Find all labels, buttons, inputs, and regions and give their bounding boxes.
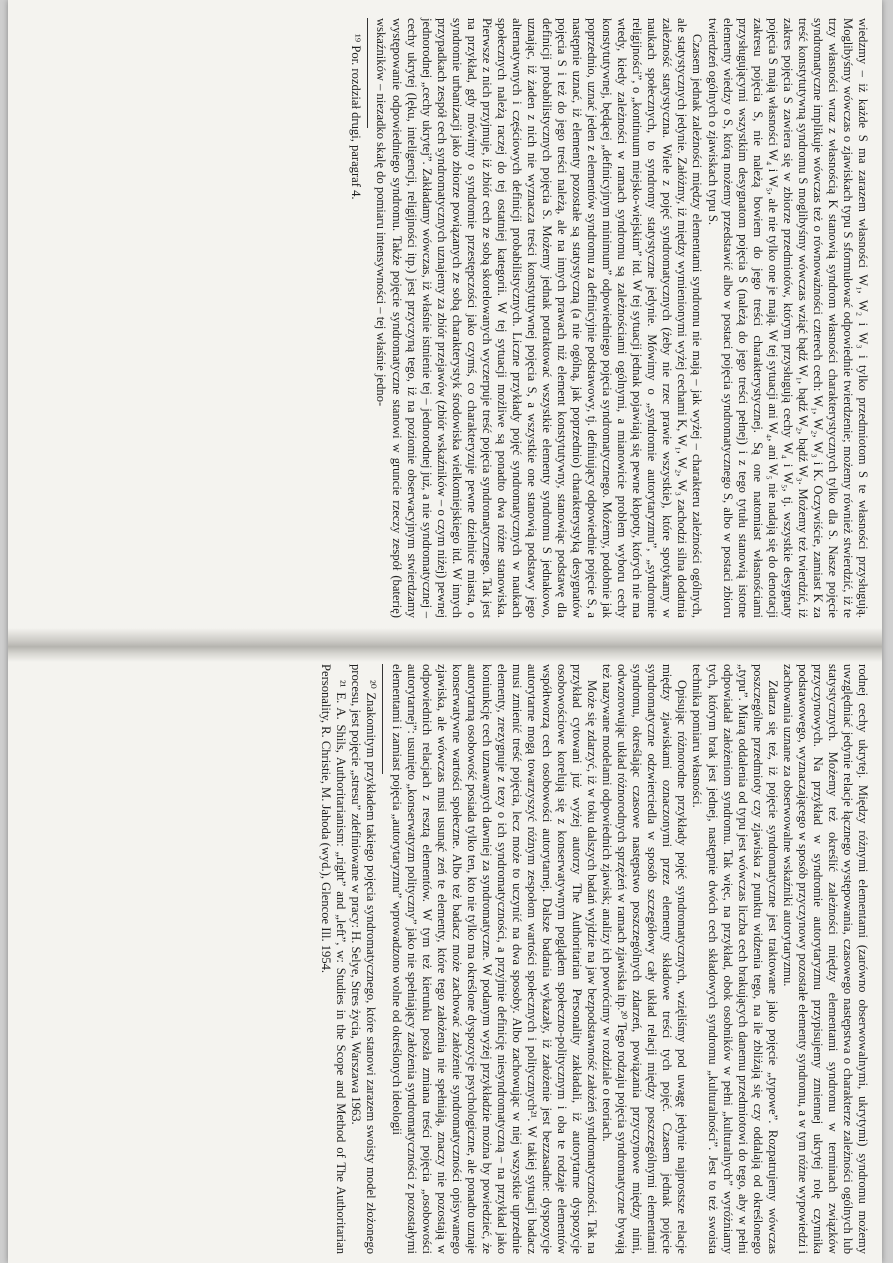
footnote-rule (383, 664, 384, 774)
footnote-19: ¹⁹ Por. rozdział drugi, paragraf 4. (349, 34, 364, 200)
paragraph-2: Czasem jednak zależności między elementami syndromu nie mają – jak wyżej – charakteru zależności ogólnych, ale statystycznych jedynie. Załóżmy, iż między wymienionymi wyżej cechami K, W₁, W₂, W₃ zachodzi silna dodatnia zależność statystyczna. Wiele z pojęć syndromatycznych (żeby nie rzec prawie wszystkie), które spotykamy w naukach społecznych, to syndromy statystyczne jedynie. Mówimy o „syndromie autorytaryzmu”, „syndromie religijności”, o „kontinuum miejsko-wiejskim” itd. W tej sytuacji jednak pojawiają się pewne kłopoty, których nie ma wtedy, kiedy zależności w ramach syndromu są zależnościami ogólnymi, a mianowicie problem wyboru cechy konstytutywnej, będącej „definicyjnym minimum” odpowiedniego pojęcia syndromatycznego. Możemy, podobnie jak poprzednio, uznać jeden z elementów syndromu za definicyjnie podstawowy, tj. definiujący odpowiednie pojęcie S, a następnie uznać, iż elementy pozostałe są statystyczną (a nie ogólną, jak poprzednio) charakterystyką desygnatów pojęcia S i też do jego treści należą, ale na innych prawach niż element konstytutywny, stanowiąc podstawę dla definicji probabilistycznych pojęcia S. Możemy jednak potraktować wszystkie elementy syndromu S jednakowo, uznając, iż żaden z nich nie wyznacza treści konstytutywnej pojęcia S, a wszystkie one stanowią podstawy jego alternatywnych i częściowych definicji probabilistycznych. Liczne przykłady pojęć syndromatycznych w naukach społecznych należą raczej do tej ostatniej kategorii. W tej sytuacji możliwe są ponadto dwa różne stanowiska. Pierwsze z nich przyjmuje, iż zbiór cech ze sobą skorelowanych wyczerpuje treść pojęcia syndromatycznego. Tak jest na przykład, gdy mówimy o syndromie przestępczości jako czymś, co charakteryzuje pewne dzielnice miasta, o syndromie urbanizacji jako zbiorze powiązanych ze sobą charakterystyk środowiska wielkomiejskiego itd. W innych przypadkach zespół cech syndromatycznych uznajemy za zbiór przejawów (zbiór wskaźników – o czym niżej) pewnej jednorodnej „cechy ukrytej”. Zakładamy wówczas, iż właśnie istnienie tej – jednorodnej już, a nie syndromatycznej – cechy ukrytej (lęku, inteligencji, religijności itp.) jest przyczyną tego, iż na poziomie obserwacyjnym stwierdzamy występowanie odpowiedniego syndromu. Także pojęcie syndromatyczne stanowi w gruncie rzeczy zespół (baterię) wskaźników – niezadko skalę do pomiaru intensywności – tej właśnie jedno- (374, 18, 705, 618)
paragraph-1: wiedzmy – iż każde S ma zarazem własności W₁, W₂ i W₃ i tylko przedmiotom S te własności przysługują. Moglibyśmy wówczas o zjawiskach typu S sformułować odpowiednie twierdzenie; możemy również stwierdzić, iż te trzy własności wraz z własnością K stanowią syndrom własności charakterystycznych tylko dla S. Nasze pojęcie syndromatyczne implikuje wówczas też o równoważności czterech cech: W₁, W₂, W₃ i K. Oczywiście, zamiast K za treść konstytutywną syndromu S moglibyśmy wówczas wziąć bądź W₁, bądź W₂, bądź W₃. Możemy też twierdzić, iż zakres pojęcia S zawiera się w zbiorze przedmiotów, którym przysługują cechy W₄ i W₅, tj. wszystkie desygnaty pojęcia S mają własności W₄ i W₅, ale nie tylko one je mają. W tej sytuacji ani W₄, ani W₅ nie nadają się do denotacji zakresu pojęcia S, nie należą bowiem do jego treści charakterystycznej. Są one natomiast własnościami przysługującymi wszystkim desygnatom pojęcia S (należą do jego treści pełnej) i z tego tytułu stanowią istotne elementy wiedzy o S, którą możemy przedstawić albo w postaci pojęcia syndromatycznego S, albo w postaci zbioru twierdzeń ogólnych o zjawiskach typu S. (705, 18, 870, 618)
book-fold (8, 628, 882, 662)
paragraph-5: Opisując różnorodne przykłady pojęć syndromatycznych, wzięliśmy pod uwagę jedynie najprostsze relacje między zjawiskami oznaczonymi przez elementy składowe treści tych pojęć. Czasem jednak pojęcie syndromatyczne odzwierciedla w sposób szczegółowy cały układ relacji między poszczególnymi elementami syndromu, określając czasowe następstwo poszczególnych zdarzeń, powiązania przyczynowe między nimi, odwzorowując układ różnorodnych sprzężeń w ramach zjawiska itp.²⁰ Tego rodzaju pojęcia syndromatyczne bywają też nazywane modelami odpowiednich zjawisk; analizy ich powrócimy w rozdziale o teoriach. (600, 664, 690, 1254)
paragraph-3: rodnej cechy ukrytej. Między różnymi elementami (zarówno obserwowalnymi, ukrytymi) syndromu możemy uwzględniać jedynie relacje łącznego występowania, czasowego następstwa o charakterze zależności ogólnych lub statystycznych. Możemy też określić zależności między elementami syndromu w terminach związków przyczynowych. Na przykład w syndromie autorytaryzmu przypisujemy zmiennej ukrytej rolę czynnika podstawowego, wyznaczającego w sposób przyczynowy pozostałe elementy syndromu, a w tym różne wypowiedzi i zachowania uznane za obserwowalne wskaźniki autorytaryzmu. (780, 664, 870, 1254)
footnote-rule (367, 18, 368, 128)
footnote-20: ²⁰ Znakomitym przykładem takiego pojęcia syndromatycznego, które stanowi zarazem swoisty model złożonego procesu, jest pojęcie „stresu” zdefiniowane w pracy: H. Selye, Stres życia, Warszawa 1963. (349, 664, 379, 1254)
scanned-spread (8, 0, 882, 1263)
paragraph-4: Zdarza się też, iż pojęcie syndromatyczne jest traktowane jako pojęcie „typowe”. Rozpatrujemy wówczas poszczególne przedmioty czy zjawiska z punktu widzenia tego, na ile zbliżają się czy oddalają od określonego „typu”. Miarą oddalenia od typu jest wówczas liczba cech brakujących danemu przedmiotowi do tego, aby w pełni odpowiadał założeniom syndromu. Tak więc, na przykład, obok osobników w pełni „kulturalnych” wyróżniamy tych, którym brak jest jednej, następnie dwóch cech składowych syndromu „kulturalności”. Jest to też swoista technika pomiaru własności. (690, 664, 780, 1254)
paragraph-6: Może się zdarzyć, iż w toku dalszych badań wyjdzie na jaw bezpodstawność założeń syndromatyczności. Tak na przykład cytowani już wyżej autorzy The Authoritarian Personality zakładali, iż autorytarne dyspozycje osobowościowe korelują się z konserwatywnym poglądem społeczno-politycznym i oba te rodzaje elementów współtworzą cech osobowości autorytarnej. Dalsze badania wykazały, iż założenie jest bezzasadne: dyspozycje autorytarne mogą towarzyszyć różnym zespołom wartości społecznych i politycznych²¹. W takiej sytuacji badacz musi zmienić treść pojęcia, lecz może to uczynić na dwa sposoby. Albo zachowując w niej wszystkie uprzednie elementy, zrezygnuje z tezy o ich syndromatyczności, a przyjmie definicję niesyndromatyczną – na przykład jako koniunkcję cech uznawanych dawniej za syndromatyczne. W podanym wyżej przykładzie można by powiedzieć, że autorytarną osobowość posiada tylko ten, kto nie tylko ma określone dyspozycje psychologiczne, ale ponadto uznaje konserwatywne wartości społeczne. Albo też badacz może zachować założenie syndromatyczności opisywanego zjawiska, ale wówczas musi usunąć zeń te elementy, które tego założenia nie spełniają, znaczy nie pozostają w odpowiednich relacjach z resztą elementów. W tym też kierunku poszła zmiana treści pojęcia „osobowości autorytarnej”: usunięto „konserwatyzm polityczny” jako nie spełniający założenia syndromatyczności z pozostałymi elementami i zamiast pojęcia „autorytaryzmu” wprowadzono wolne od określonych ideologii (389, 664, 600, 1254)
lower-page (35, 664, 870, 1254)
footnote-21: ²¹ E. A. Shils, Authoritarianism: „right” and „left”, w: Studies in the Scope and Method of The Authoritarian Personality, R. Christie, M. Jahoda (wyd.), Glencoe Ill. 1954. (319, 664, 349, 1254)
upper-page (40, 18, 870, 618)
